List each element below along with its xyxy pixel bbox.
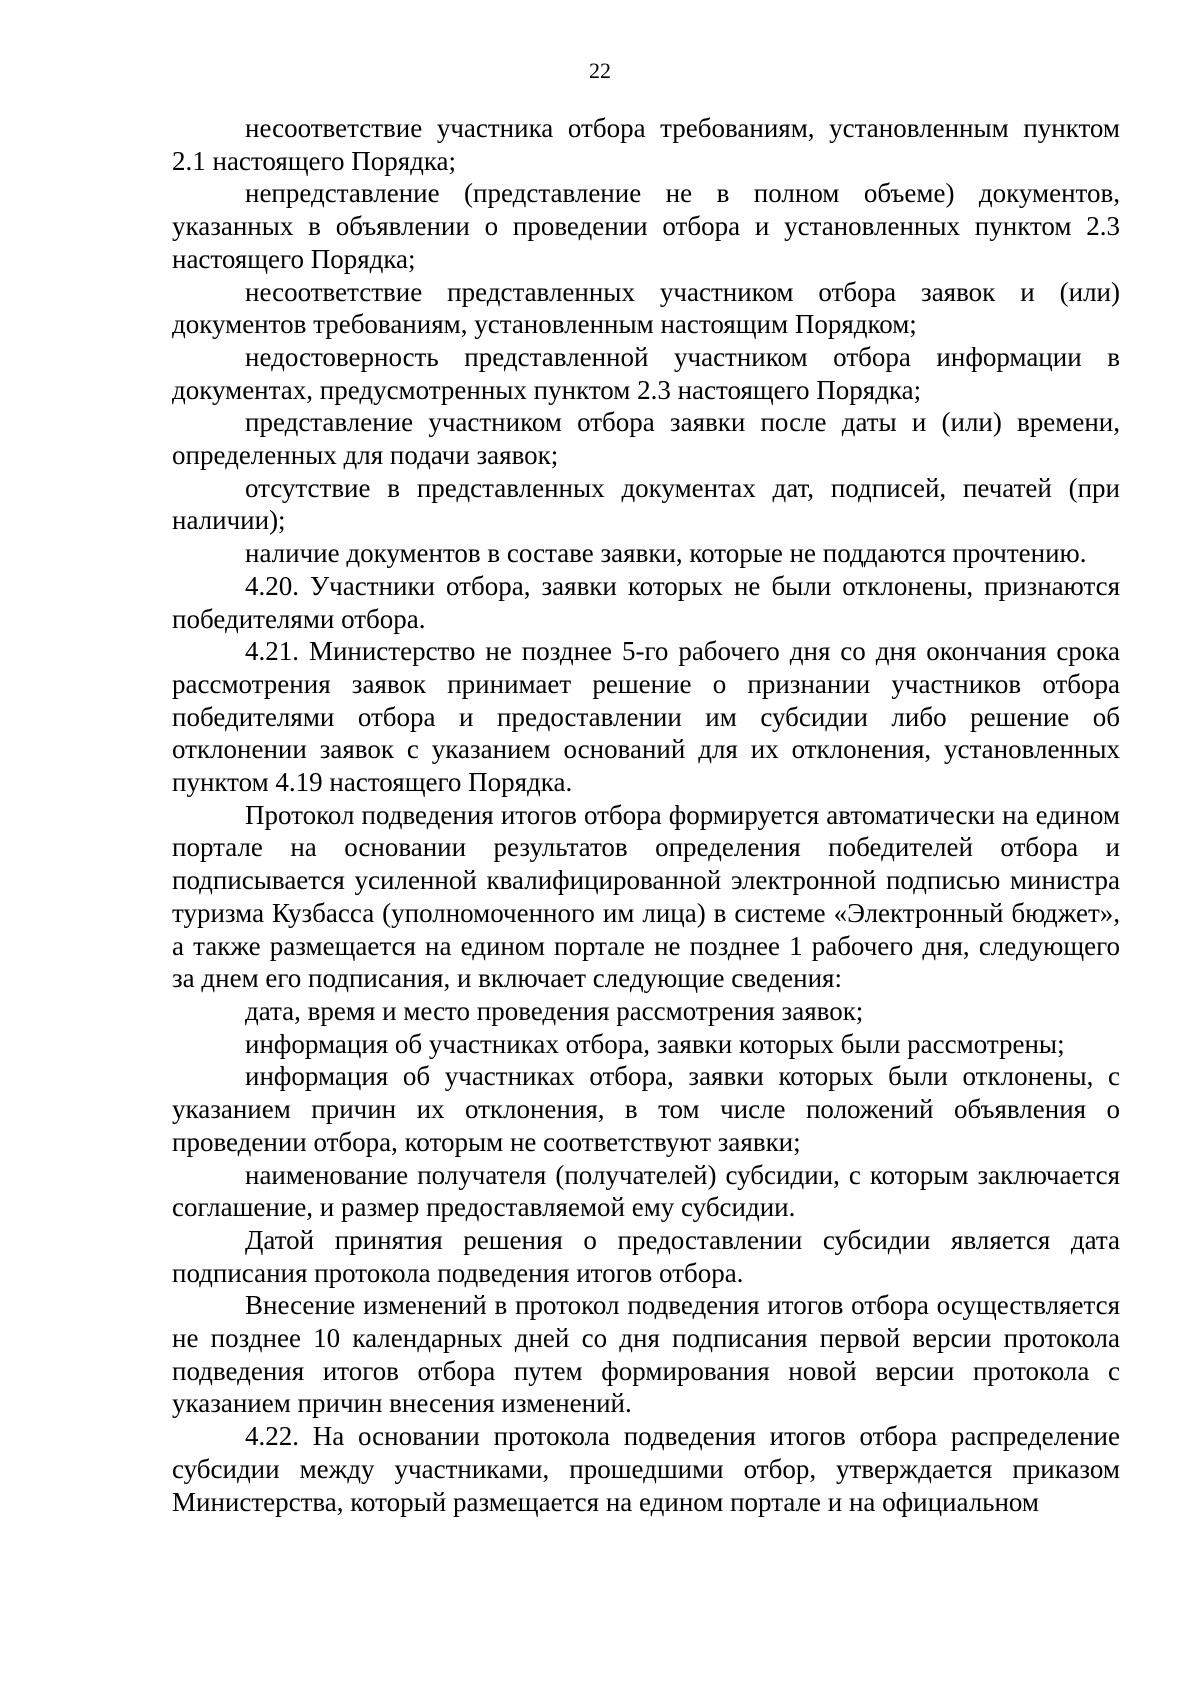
paragraph-criterion-missing-signatures: отсутствие в представленных документах дат, подписей, печатей (при наличии); <box>172 472 1120 536</box>
paragraph-criterion-unreliability: недостоверность представленной участником отбора информации в документах, предусмотренных пунктом 2.3 настоящего Порядка; <box>172 341 1120 405</box>
page-number: 22 <box>589 58 611 83</box>
paragraph-criterion-nonsubmission: непредставление (представление не в полном объеме) документов, указанных в объявлении о проведении отбора и установленных пунктом 2.3 настоящего Порядка; <box>172 178 1120 274</box>
paragraph-protocol: Протокол подведения итогов отбора формируется автоматически на едином портале на основании результатов определения победителей отбора и подписывается усиленной квалифицированной электронной подписью министра туризма Кузбасса (уполномоченного им лица) в системе «Электронный бюджет», а также размещается на едином портале не позднее 1 рабочего дня, следующего за днем его подписания, и включает следующие сведения: <box>172 799 1120 994</box>
paragraph-criterion-noncompliance: несоответствие участника отбора требованиям, установленным пунктом 2.1 настоящего Порядка; <box>172 113 1120 176</box>
paragraph-criterion-late-submission: представление участником отбора заявки после даты и (или) времени, определенных для подачи заявок; <box>172 407 1120 471</box>
paragraph-criterion-requirements: несоответствие представленных участником отбора заявок и (или) документов требованиям, установленным настоящим Порядком; <box>172 276 1120 340</box>
paragraph-decision-date: Датой принятия решения о предоставлении субсидии является дата подписания протокола подведения итогов отбора. <box>172 1224 1120 1288</box>
paragraph-protocol-date: дата, время и место проведения рассмотрения заявок; <box>245 995 864 1026</box>
paragraph-clause-4-21: 4.21. Министерство не позднее 5-го рабочего дня со дня окончания срока рассмотрения заявок принимает решение о признании участников отбора победителями отбора и предоставлении им субсидии либо решение об отклонении заявок с указанием оснований для их отклонения, установленных пунктом 4.19 настоящего Порядка. <box>172 636 1120 798</box>
paragraph-protocol-recipient: наименование получателя (получателей) субсидии, с которым заключается соглашение, и размер предоставляемой ему субсидии. <box>172 1159 1120 1223</box>
paragraph-criterion-unreadable: наличие документов в составе заявки, которые не поддаются прочтению. <box>245 538 1087 569</box>
paragraph-protocol-changes: Внесение изменений в протокол подведения итогов отбора осуществляется не позднее 10 календарных дней со дня подписания первой версии протокола подведения итогов отбора путем формирования новой версии протокола с указанием причин внесения изменений. <box>172 1290 1120 1419</box>
paragraph-protocol-reviewed: информация об участниках отбора, заявки которых были рассмотрены; <box>245 1028 1065 1059</box>
paragraph-clause-4-22: 4.22. На основании протокола подведения итогов отбора распределение субсидии между участниками, прошедшими отбор, утверждается приказом Министерства, который размещается на едином портале и на официальном <box>172 1421 1120 1517</box>
paragraph-clause-4-20: 4.20. Участники отбора, заявки которых не были отклонены, признаются победителями отбора. <box>172 570 1120 634</box>
paragraph-protocol-rejected: информация об участниках отбора, заявки которых были отклонены, с указанием причин их отклонения, в том числе положений объявления о проведении отбора, которым не соответствуют заявки; <box>172 1061 1120 1157</box>
document-body <box>172 112 1120 1518</box>
